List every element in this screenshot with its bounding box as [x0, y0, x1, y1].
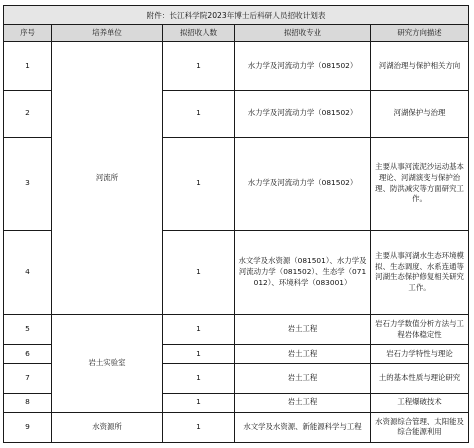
row-direction-cell[interactable]: 水资源综合管理、太阳能及综合能源利用: [371, 412, 469, 442]
row-major-cell[interactable]: [235, 230, 371, 315]
row-major-cell[interactable]: 岩土工程: [235, 364, 371, 393]
header-cell-no[interactable]: 序号: [4, 25, 52, 42]
header-row: [4, 25, 469, 42]
row-direction-cell[interactable]: 岩石力学特性与理论: [371, 345, 469, 364]
row-major-cell[interactable]: 水力学及河流动力学（081502）: [235, 90, 371, 137]
table-row: [4, 315, 469, 345]
row-direction-cell[interactable]: 河湖治理与保护相关方向: [371, 42, 469, 90]
unit-cell-geotech-lab[interactable]: 岩土实验室: [52, 315, 163, 413]
row-count-cell[interactable]: 1: [163, 137, 235, 230]
unit-cell-water-resources[interactable]: 水资源所: [52, 412, 163, 442]
row-no-cell[interactable]: 4: [4, 230, 52, 315]
table-title[interactable]: 附件：长江科学院2023年博士后科研人员招收计划表: [4, 6, 469, 25]
row-major-cell[interactable]: 岩土工程: [235, 393, 371, 412]
unit-cell-river[interactable]: 河流所: [52, 42, 163, 315]
table-row: [4, 42, 469, 90]
row-no-cell[interactable]: 3: [4, 137, 52, 230]
header-cell-direction[interactable]: 研究方向描述: [371, 25, 469, 42]
recruitment-plan-table: [3, 5, 469, 443]
row-count-cell[interactable]: 1: [163, 230, 235, 315]
row-count-cell[interactable]: 1: [163, 345, 235, 364]
row-major-cell[interactable]: 岩土工程: [235, 315, 371, 345]
row-no-cell[interactable]: 7: [4, 364, 52, 393]
row-count-cell[interactable]: 1: [163, 315, 235, 345]
row-major-cell[interactable]: 水文学及水资源、新能源科学与工程: [235, 412, 371, 442]
header-cell-count[interactable]: 拟招收人数: [163, 25, 235, 42]
row-no-cell[interactable]: 8: [4, 393, 52, 412]
row-no-cell[interactable]: 6: [4, 345, 52, 364]
row-no-cell[interactable]: 5: [4, 315, 52, 345]
row-major-cell[interactable]: 岩土工程: [235, 345, 371, 364]
row-count-cell[interactable]: 1: [163, 412, 235, 442]
row-direction-cell[interactable]: 河湖保护与治理: [371, 90, 469, 137]
row-count-cell[interactable]: 1: [163, 364, 235, 393]
row-no-cell[interactable]: 9: [4, 412, 52, 442]
row-direction-cell[interactable]: 主要从事河流泥沙运动基本理论、河湖演变与保护治理、防洪减灾等方面研究工作。: [371, 137, 469, 230]
row-direction-cell[interactable]: 土的基本性质与理论研究: [371, 364, 469, 393]
row-count-cell[interactable]: 1: [163, 90, 235, 137]
header-cell-unit[interactable]: 培养单位: [52, 25, 163, 42]
row-count-cell[interactable]: 1: [163, 393, 235, 412]
row-major-cell[interactable]: 水力学及河流动力学（081502）: [235, 42, 371, 90]
row-no-cell[interactable]: 1: [4, 42, 52, 90]
table-row: [4, 412, 469, 442]
row-direction-cell[interactable]: 工程爆破技术: [371, 393, 469, 412]
row-no-cell[interactable]: 2: [4, 90, 52, 137]
header-cell-major[interactable]: 拟招收专业: [235, 25, 371, 42]
title-row: [4, 6, 469, 25]
row-count-cell[interactable]: 1: [163, 42, 235, 90]
row-direction-cell[interactable]: 岩石力学数值分析方法与工程岩体稳定性: [371, 315, 469, 345]
row-major-cell[interactable]: 水力学及河流动力学（081502）: [235, 137, 371, 230]
row-direction-cell[interactable]: 主要从事河湖水生态环境模拟、生态调度、水系连通等河湖生态保护修复相关研究工作。: [371, 230, 469, 315]
row-major-text: 水文学及水资源（081501）、水力学及河流动力学（081502）、生态学（071012）、环境科学（083001）: [238, 256, 367, 287]
